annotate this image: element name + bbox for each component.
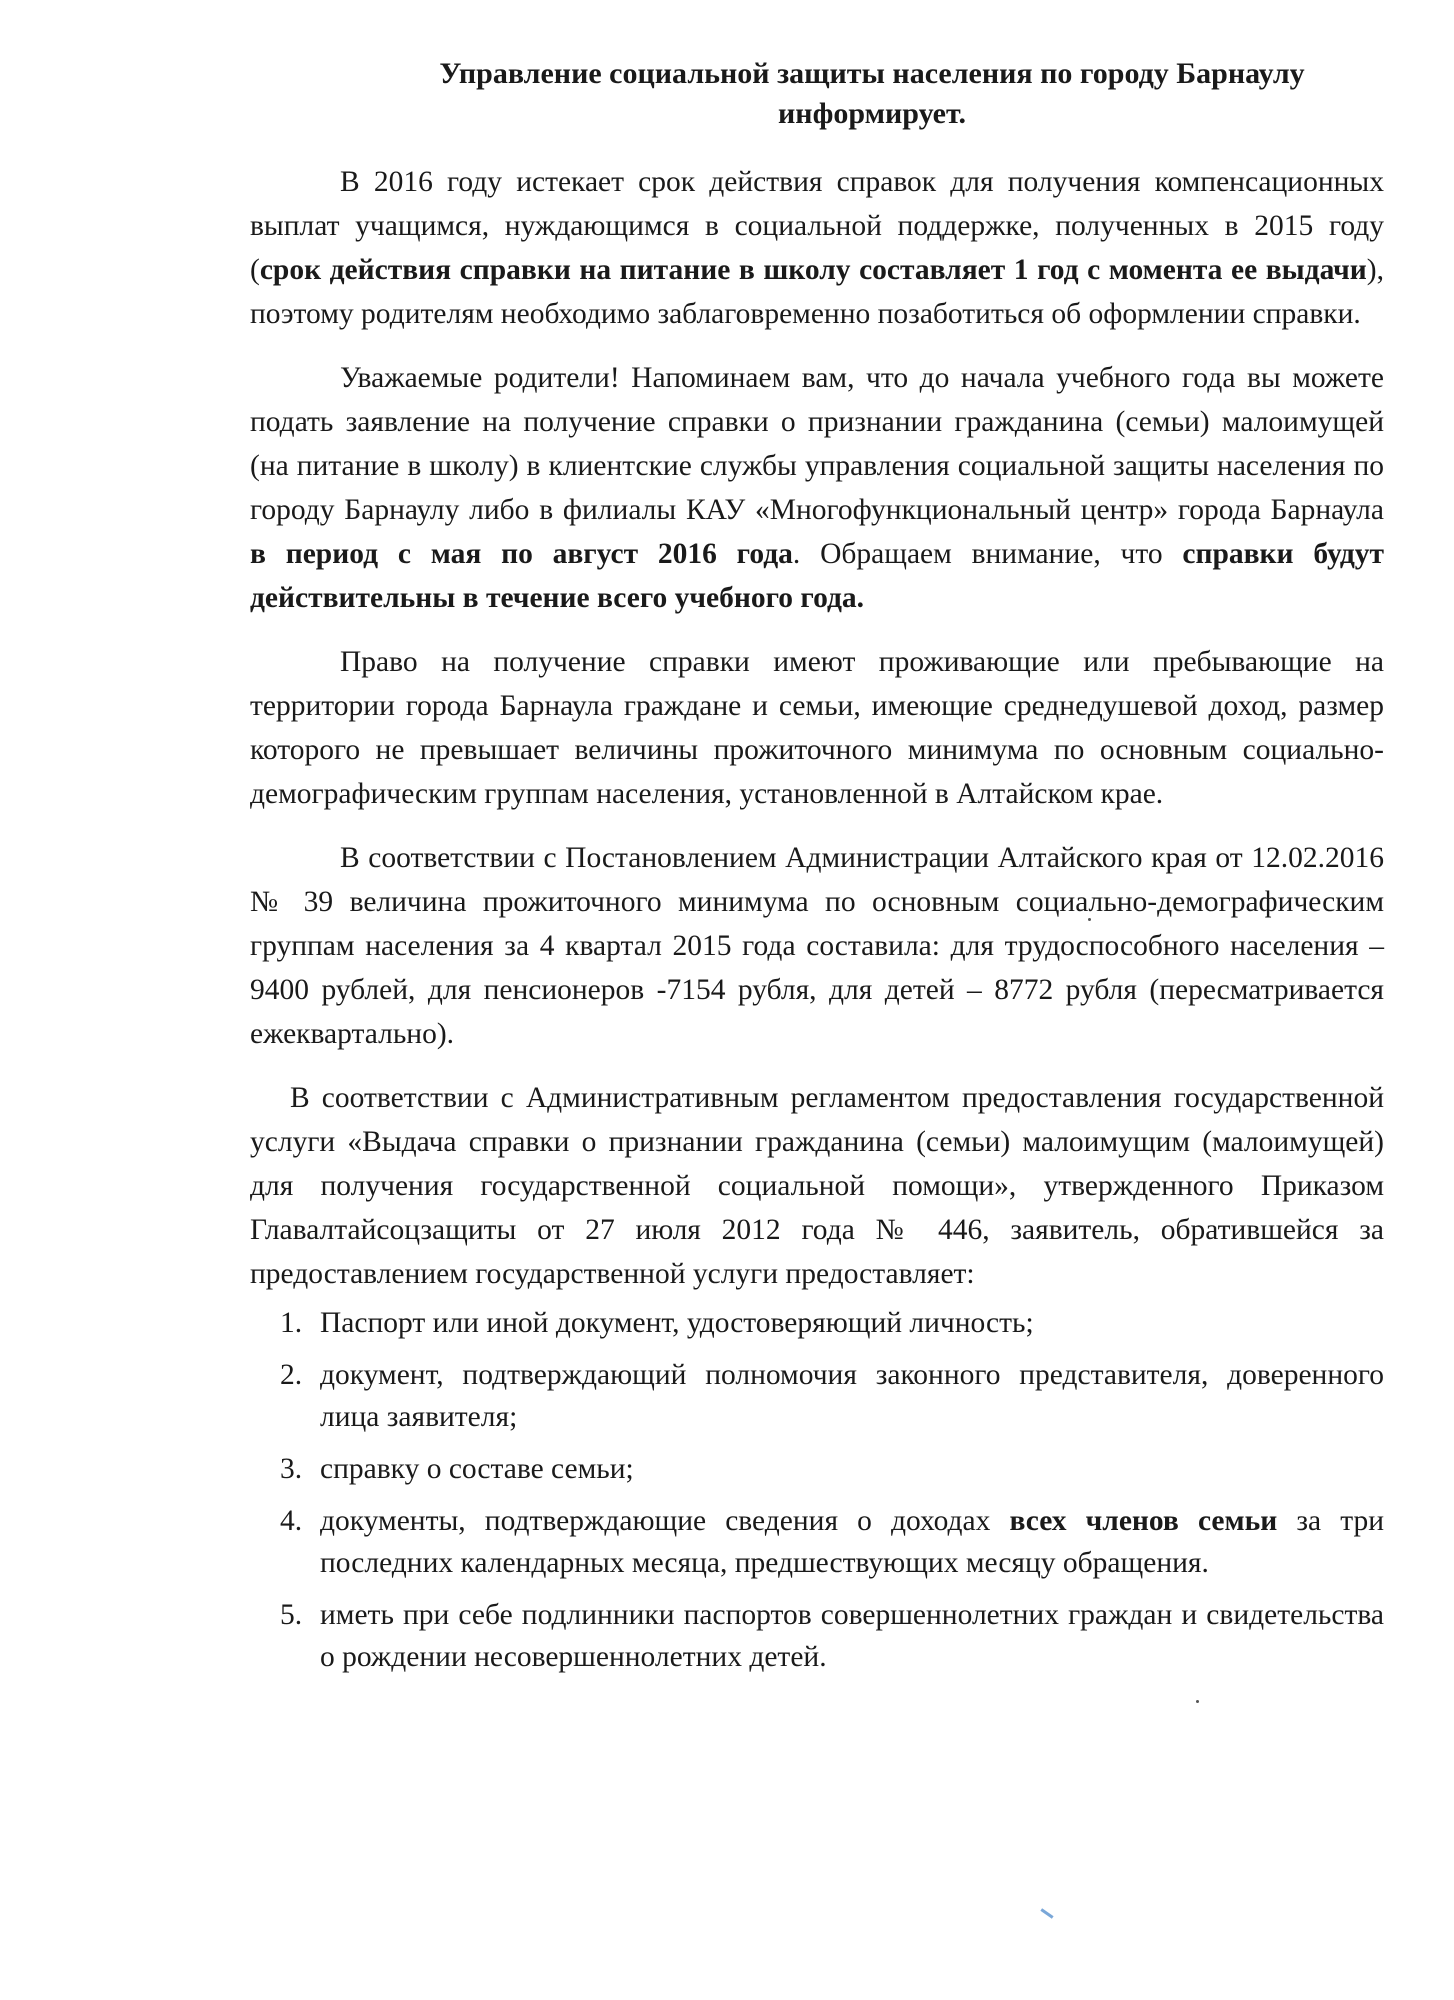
- list-text: документы, подтверждающие сведения о доходах: [320, 1505, 1010, 1537]
- paragraph-validity: [250, 160, 1384, 336]
- title-line-1: Управление социальной защиты населения по городу Барнаулу: [439, 57, 1305, 90]
- list-text: документ, подтверждающий полномочия законного представителя, доверенного лица заявителя;: [320, 1359, 1384, 1433]
- paragraph-eligibility: Право на получение справки имеют проживающие или пребывающие на территории города Барнаула граждане и семьи, имеющие среднедушевой доход, размер которого не превышает величины прожиточного минимума по основным социально-демографическим группам населения, установленной в Алтайском крае.: [250, 646, 1384, 810]
- list-text: за три последних календарных месяца, предшествующих месяцу обращения.: [320, 1505, 1384, 1579]
- requirements-list: [250, 1302, 1384, 1678]
- list-text: справку о составе семьи;: [320, 1453, 634, 1485]
- text: . Обращаем внимание, что: [792, 538, 1183, 570]
- list-number: 4.: [280, 1505, 303, 1537]
- bold-text: всех членов семьи: [1009, 1505, 1278, 1537]
- document-title: [360, 54, 1384, 134]
- title-line-2: информирует.: [778, 97, 966, 130]
- list-number: 2.: [280, 1359, 303, 1391]
- list-text: Паспорт или иной документ, удостоверяющий личность;: [320, 1307, 1034, 1339]
- list-item: [250, 1302, 1384, 1344]
- list-item: [250, 1500, 1384, 1584]
- paragraph-parents: [250, 356, 1384, 620]
- list-number: 5.: [280, 1599, 303, 1631]
- list-number: 3.: [280, 1453, 303, 1485]
- scan-mark: [1040, 1908, 1053, 1918]
- list-item: [250, 1594, 1384, 1678]
- text: В 2016 году истекает срок действия справок для получения компенсационных выплат учащимся, нуждающимся в социальной поддержке, полученных в 2015 году (: [250, 166, 1384, 286]
- scan-speck: [1196, 1700, 1199, 1703]
- paragraph-subsistence-minimum: В соответствии с Постановлением Администрации Алтайского края от 12.02.2016 № 39 величина прожиточного минимума по основным социально-демографическим группам населения за 4 квартал 2015 года составила: для трудоспособного населения – 9400 рублей, для пенсионеров -7154 рубля, для детей – 8772 рубля (пересматривается ежеквартально).: [250, 842, 1384, 1050]
- bold-text: в период с мая по август 2016 года: [250, 538, 793, 570]
- list-text: иметь при себе подлинники паспортов совершеннолетних граждан и свидетельства о рождении несовершеннолетних детей.: [320, 1599, 1384, 1673]
- bold-text: справки будут действительны в течение всего учебного года.: [250, 538, 1384, 614]
- paragraph-regulation: В соответствии с Административным регламентом предоставления государственной услуги «Выдача справки о признании гражданина (семьи) малоимущим (малоимущей) для получения государственной социальной помощи», утвержденного Приказом Главалтайсоцзащиты от 27 июля 2012 года № 446, заявитель, обратившейся за предоставлением государственной услуги предоставляет:: [250, 1082, 1384, 1290]
- list-item: [250, 1354, 1384, 1438]
- text: ), поэтому родителям необходимо заблаговременно позаботиться об оформлении справки.: [250, 254, 1384, 330]
- bold-text: срок действия справки на питание в школу составляет 1 год с момента ее выдачи: [259, 254, 1367, 286]
- text: Уважаемые родители! Напоминаем вам, что до начала учебного года вы можете подать заявление на получение справки о признании гражданина (семьи) малоимущей (на питание в школу) в клиентские службы управления социальной защиты населения по городу Барнаулу либо в филиалы КАУ «Многофункциональный центр» города Барнаула: [250, 362, 1384, 526]
- list-number: 1.: [280, 1307, 303, 1339]
- list-item: [250, 1448, 1384, 1490]
- scan-speck: [1088, 918, 1091, 921]
